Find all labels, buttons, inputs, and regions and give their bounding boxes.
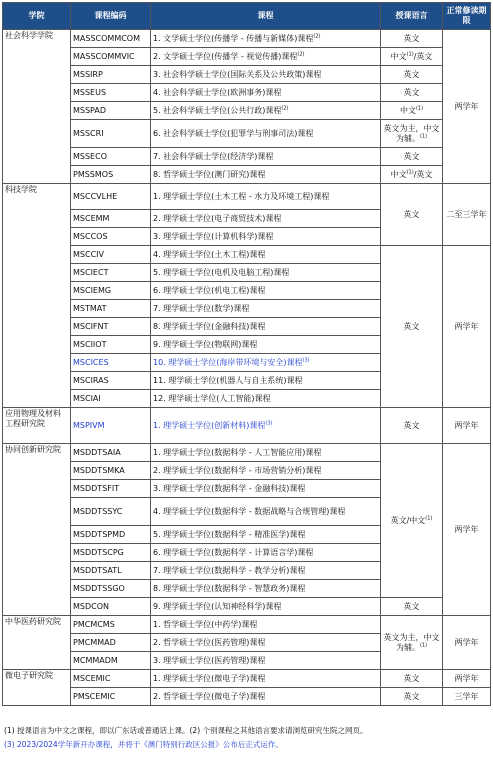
program-name: 12. 理学硕士学位(人工智能)课程 bbox=[151, 390, 381, 408]
language: 中文$^{(1)}$/英文 bbox=[381, 166, 443, 184]
course-code: MSDDTSPMD bbox=[71, 526, 151, 544]
program-name: 3. 理学硕士学位(数据科学 - 金融科技)课程 bbox=[151, 480, 381, 498]
program-name: 4. 理学硕士学位(土木工程)课程 bbox=[151, 246, 381, 264]
table-row bbox=[3, 598, 491, 616]
language: 英文 bbox=[381, 184, 443, 246]
program-name: 1. 理学硕士学位(土木工程 - 水力及环境工程)课程 bbox=[151, 184, 381, 210]
duration: 二至三学年 bbox=[443, 184, 491, 246]
table-row bbox=[3, 120, 491, 148]
program-name: 3. 理学硕士学位(计算机科学)课程 bbox=[151, 228, 381, 246]
program-name: 5. 社会科学硕士学位(公共行政)课程$^{(2)}$ bbox=[151, 102, 381, 120]
header-school: 学院 bbox=[3, 3, 71, 30]
program-name: 1. 理学硕士学位(微电子学)课程 bbox=[151, 670, 381, 688]
course-code: MSCIFNT bbox=[71, 318, 151, 336]
duration: 两学年 bbox=[443, 30, 491, 184]
course-code: MCMMADM bbox=[71, 652, 151, 670]
header-duration: 正常修读期限 bbox=[443, 3, 491, 30]
table-row bbox=[3, 616, 491, 634]
program-name: 5. 理学硕士学位(电机及电脑工程)课程 bbox=[151, 264, 381, 282]
program-name: 8. 理学硕士学位(金融科技)课程 bbox=[151, 318, 381, 336]
course-code: MASSCOMMVIC bbox=[71, 48, 151, 66]
language: 英文 bbox=[381, 246, 443, 408]
program-name: 9. 理学硕士学位(认知神经科学)课程 bbox=[151, 598, 381, 616]
program-name: 7. 理学硕士学位(数据科学 - 教学分析)课程 bbox=[151, 562, 381, 580]
program-name: 10. 理学硕士学位(海岸带环境与安全)课程$^{(3)}$ bbox=[151, 354, 381, 372]
table-row bbox=[3, 148, 491, 166]
program-name: 1. 哲学硕士学位(中药学)课程 bbox=[151, 616, 381, 634]
language: 英文/中文$^{(1)}$ bbox=[381, 444, 443, 598]
language: 英文 bbox=[381, 30, 443, 48]
language: 英文 bbox=[381, 84, 443, 102]
program-name: 1. 理学硕士学位(数据科学 - 人工智能应用)课程 bbox=[151, 444, 381, 462]
program-name: 1. 理学硕士学位(创新材料)课程$^{(3)}$ bbox=[151, 408, 381, 444]
program-name: 2. 哲学硕士学位(微电子学)课程 bbox=[151, 688, 381, 706]
program-name: 6. 理学硕士学位(数据科学 - 计算语言学)课程 bbox=[151, 544, 381, 562]
course-code: MSCIAI bbox=[71, 390, 151, 408]
program-name: 4. 社会科学硕士学位(欧洲事务)课程 bbox=[151, 84, 381, 102]
school-applied-physics: 应用物理及材料工程研究院 bbox=[3, 408, 71, 444]
language: 英文 bbox=[381, 148, 443, 166]
course-code: MSDDTSCPG bbox=[71, 544, 151, 562]
course-code: MSDDTSMKA bbox=[71, 462, 151, 480]
course-code: MSSCRI bbox=[71, 120, 151, 148]
table-row bbox=[3, 48, 491, 66]
program-name: 3. 社会科学硕士学位(国际关系及公共政策)课程 bbox=[151, 66, 381, 84]
table-row bbox=[3, 184, 491, 210]
program-name: 1. 文学硕士学位(传播学 - 传播与新媒体)课程$^{(2)}$ bbox=[151, 30, 381, 48]
duration: 两学年 bbox=[443, 616, 491, 670]
program-name: 8. 理学硕士学位(数据科学 - 智慧政务)课程 bbox=[151, 580, 381, 598]
duration: 两学年 bbox=[443, 444, 491, 616]
course-code: MSCEMM bbox=[71, 210, 151, 228]
program-name: 7. 社会科学硕士学位(经济学)课程 bbox=[151, 148, 381, 166]
duration: 三学年 bbox=[443, 688, 491, 706]
program-table bbox=[2, 2, 491, 706]
school-microelectronics: 微电子研究院 bbox=[3, 670, 71, 706]
header-program: 课程 bbox=[151, 3, 381, 30]
table-row bbox=[3, 166, 491, 184]
language: 英文 bbox=[381, 670, 443, 688]
program-name: 11. 理学硕士学位(机器人与自主系统)课程 bbox=[151, 372, 381, 390]
course-code: PMSCEMIC bbox=[71, 688, 151, 706]
course-code: MSSEUS bbox=[71, 84, 151, 102]
course-code: MSDCON bbox=[71, 598, 151, 616]
course-code: MSCCVLHE bbox=[71, 184, 151, 210]
course-code: MSCCOS bbox=[71, 228, 151, 246]
school-collaborative-innovation: 协同创新研究院 bbox=[3, 444, 71, 616]
table-row bbox=[3, 670, 491, 688]
school-science-technology: 科技学院 bbox=[3, 184, 71, 408]
course-code: MSCIECT bbox=[71, 264, 151, 282]
duration: 两学年 bbox=[443, 246, 491, 408]
course-code: MSSPAD bbox=[71, 102, 151, 120]
header-code: 课程编码 bbox=[71, 3, 151, 30]
language: 英文 bbox=[381, 66, 443, 84]
course-code: PMSSMOS bbox=[71, 166, 151, 184]
course-code: PMCMMAD bbox=[71, 634, 151, 652]
program-name: 2. 理学硕士学位(电子商贸技术)课程 bbox=[151, 210, 381, 228]
school-social-sciences: 社会科学学院 bbox=[3, 30, 71, 184]
course-code: MSCEMIC bbox=[71, 670, 151, 688]
program-name: 8. 哲学硕士学位(澳门研究)课程 bbox=[151, 166, 381, 184]
course-code: MSCIEMG bbox=[71, 282, 151, 300]
table-header bbox=[3, 3, 491, 30]
language: 英文 bbox=[381, 598, 443, 616]
program-name: 5. 理学硕士学位(数据科学 - 精准医学)课程 bbox=[151, 526, 381, 544]
language: 英文 bbox=[381, 408, 443, 444]
program-name: 2. 文学硕士学位(传播学 - 视觉传播)课程$^{(2)}$ bbox=[151, 48, 381, 66]
course-code: MSDDTSSGO bbox=[71, 580, 151, 598]
course-code: MSCIRAS bbox=[71, 372, 151, 390]
school-chinese-medicine: 中华医药研究院 bbox=[3, 616, 71, 670]
course-code: MSSECO bbox=[71, 148, 151, 166]
program-name: 2. 哲学硕士学位(医药管理)课程 bbox=[151, 634, 381, 652]
header-language: 授课语言 bbox=[381, 3, 443, 30]
program-name: 3. 理学硕士学位(医药管理)课程 bbox=[151, 652, 381, 670]
program-name: 6. 理学硕士学位(机电工程)课程 bbox=[151, 282, 381, 300]
footnote-1-2: (1) 授课语言为中文之课程，即以广东话或普通话上课。(2) 个别课程之其他语言要求请浏览研究生院之网页。 bbox=[4, 726, 368, 735]
table-row bbox=[3, 408, 491, 444]
language: 英文 bbox=[381, 688, 443, 706]
program-name: 4. 理学硕士学位(数据科学 - 数据战略与合规管理)课程 bbox=[151, 498, 381, 526]
duration: 两学年 bbox=[443, 408, 491, 444]
footnote-3: (3) 2023/2024学年新开办课程，并将于《澳门特别行政区公报》公布后正式运作。 bbox=[4, 740, 283, 749]
program-name: 7. 理学硕士学位(数学)课程 bbox=[151, 300, 381, 318]
course-code: MSCCIV bbox=[71, 246, 151, 264]
table-row bbox=[3, 444, 491, 462]
language: 英文为主，中文为辅。$^{(1)}$ bbox=[381, 616, 443, 670]
course-code: MSDDTSSYC bbox=[71, 498, 151, 526]
course-code: MSCIIOT bbox=[71, 336, 151, 354]
program-name: 2. 理学硕士学位(数据科学 - 市场营销分析)课程 bbox=[151, 462, 381, 480]
program-name: 6. 社会科学硕士学位(犯罪学与刑事司法)课程 bbox=[151, 120, 381, 148]
language: 中文$^{(1)}$/英文 bbox=[381, 48, 443, 66]
course-code: MSCICES bbox=[71, 354, 151, 372]
course-code: MSSIRP bbox=[71, 66, 151, 84]
table-row bbox=[3, 246, 491, 264]
course-code: MSDDTSAIA bbox=[71, 444, 151, 462]
course-code: MSDDTSATL bbox=[71, 562, 151, 580]
language: 中文$^{(1)}$ bbox=[381, 102, 443, 120]
course-code: MSDDTSFIT bbox=[71, 480, 151, 498]
table-row bbox=[3, 102, 491, 120]
table-row bbox=[3, 84, 491, 102]
course-code: MASSCOMMCOM bbox=[71, 30, 151, 48]
course-code: PMCMCMS bbox=[71, 616, 151, 634]
language: 英文为主，中文为辅。$^{(1)}$ bbox=[381, 120, 443, 148]
course-code: MSTMAT bbox=[71, 300, 151, 318]
table-row bbox=[3, 66, 491, 84]
program-name: 9. 理学硕士学位(物联网)课程 bbox=[151, 336, 381, 354]
table-row bbox=[3, 30, 491, 48]
table-row bbox=[3, 688, 491, 706]
course-code: MSPIVM bbox=[71, 408, 151, 444]
duration: 两学年 bbox=[443, 670, 491, 688]
